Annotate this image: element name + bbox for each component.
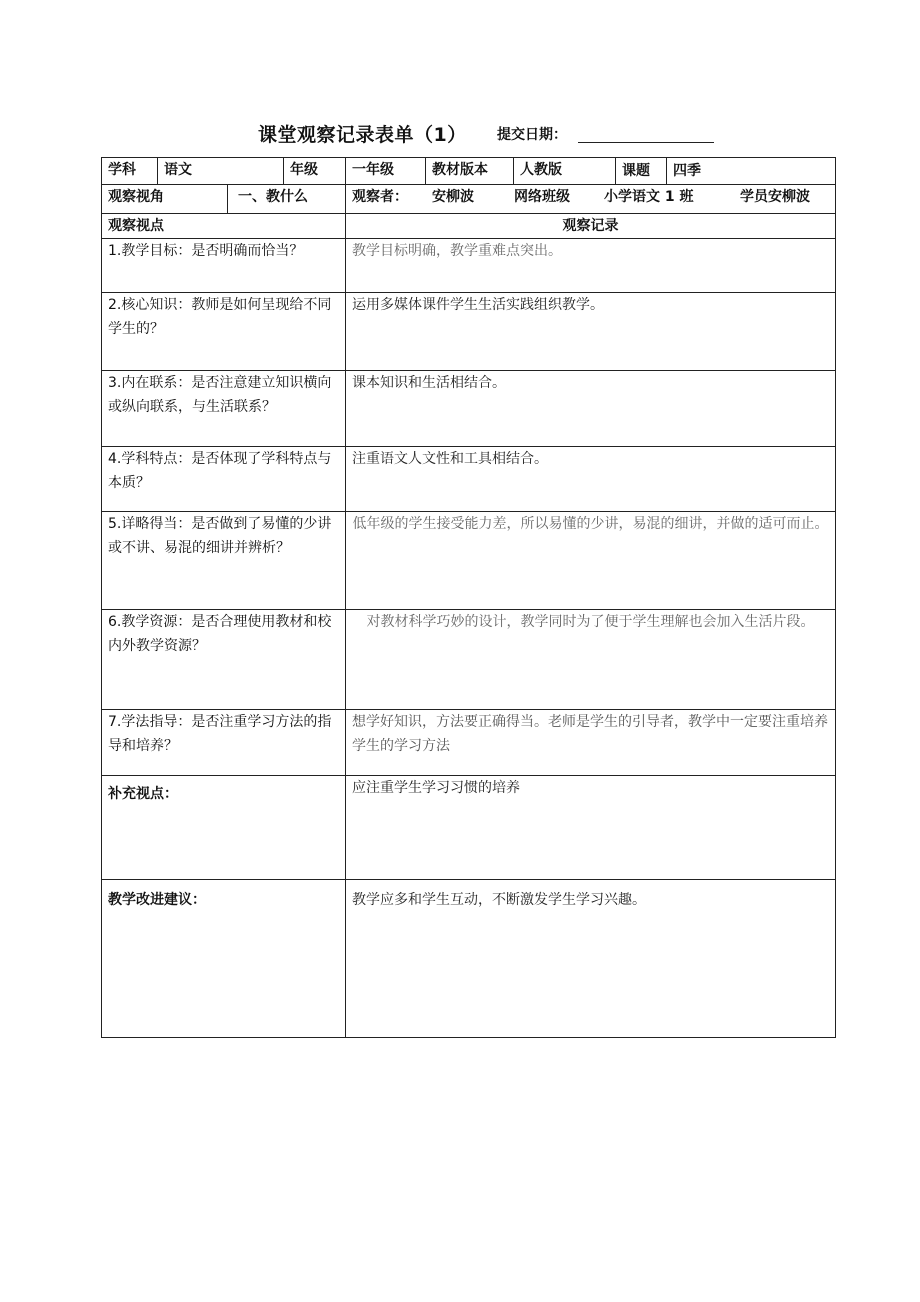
observation-record[interactable]: 教学目标明确，教学重难点突出。 [346, 239, 836, 293]
page-title: 课堂观察记录表单（1） [258, 124, 467, 146]
column-header-row [102, 214, 836, 239]
observation-point: 6.教学资源：是否合理使用教材和校内外教学资源？ [102, 610, 346, 710]
observation-record[interactable]: 低年级的学生接受能力差，所以易懂的少讲，易混的细讲，并做的适可而止。 [346, 512, 836, 610]
table-row [102, 512, 836, 610]
observation-point: 4.学科特点：是否体现了学科特点与本质？ [102, 447, 346, 512]
table-row [102, 710, 836, 776]
subject-value: 语文 [158, 158, 284, 185]
submit-date-field[interactable] [578, 142, 714, 143]
topic-cell [616, 158, 836, 185]
textbook-label: 教材版本 [426, 158, 514, 185]
observation-form-table [101, 157, 836, 1038]
observation-record[interactable]: 运用多媒体课件学生生活实践组织教学。 [346, 293, 836, 371]
observer-label: 观察者： [352, 189, 408, 205]
observation-point: 1.教学目标：是否明确而恰当？ [102, 239, 346, 293]
column-header-point: 观察视点 [102, 214, 346, 239]
submit-date-label: 提交日期： [497, 127, 567, 143]
observation-record[interactable]: 想学好知识，方法要正确得当。老师是学生的引导者，教学中一定要注重培养学生的学习方法 [346, 710, 836, 776]
info-row [102, 158, 836, 185]
supplement-row [102, 776, 836, 880]
table-row [102, 293, 836, 371]
grade-label: 年级 [284, 158, 346, 185]
table-row [102, 239, 836, 293]
table-row [102, 610, 836, 710]
observer-name: 安柳波 [432, 189, 474, 205]
observer-row [102, 185, 836, 214]
table-row [102, 447, 836, 512]
observation-point: 2.核心知识：教师是如何呈现给不同学生的？ [102, 293, 346, 371]
observation-record[interactable]: 注重语文人文性和工具相结合。 [346, 447, 836, 512]
subject-label: 学科 [102, 158, 158, 185]
observation-record[interactable]: 课本知识和生活相结合。 [346, 371, 836, 447]
observation-point: 5.详略得当：是否做到了易懂的少讲或不讲、易混的细讲并辨析？ [102, 512, 346, 610]
student-name: 学员安柳波 [740, 189, 810, 205]
grade-value: 一年级 [346, 158, 426, 185]
title-row [0, 120, 920, 152]
topic-value: 四季 [673, 163, 701, 179]
supplement-record[interactable]: 应注重学生学习习惯的培养 [346, 776, 836, 880]
class-label: 网络班级 [514, 189, 570, 205]
observation-point: 7.学法指导：是否注重学习方法的指导和培养？ [102, 710, 346, 776]
textbook-value: 人教版 [514, 158, 616, 185]
observer-cell [346, 185, 836, 214]
suggestion-row [102, 880, 836, 1038]
perspective-value: 一、教什么 [228, 185, 346, 214]
suggestion-label: 教学改进建议： [102, 880, 346, 1038]
table-row [102, 371, 836, 447]
perspective-label: 观察视角 [102, 185, 228, 214]
observation-point: 3.内在联系：是否注意建立知识横向或纵向联系，与生活联系？ [102, 371, 346, 447]
class-value: 小学语文 1 班 [604, 189, 694, 205]
observation-record[interactable]: 对教材科学巧妙的设计，教学同时为了便于学生理解也会加入生活片段。 [346, 610, 836, 710]
column-header-record: 观察记录 [346, 214, 836, 239]
supplement-label: 补充视点： [102, 776, 346, 880]
suggestion-record[interactable]: 教学应多和学生互动，不断激发学生学习兴趣。 [346, 880, 836, 1038]
topic-label: 课题 [616, 158, 667, 184]
